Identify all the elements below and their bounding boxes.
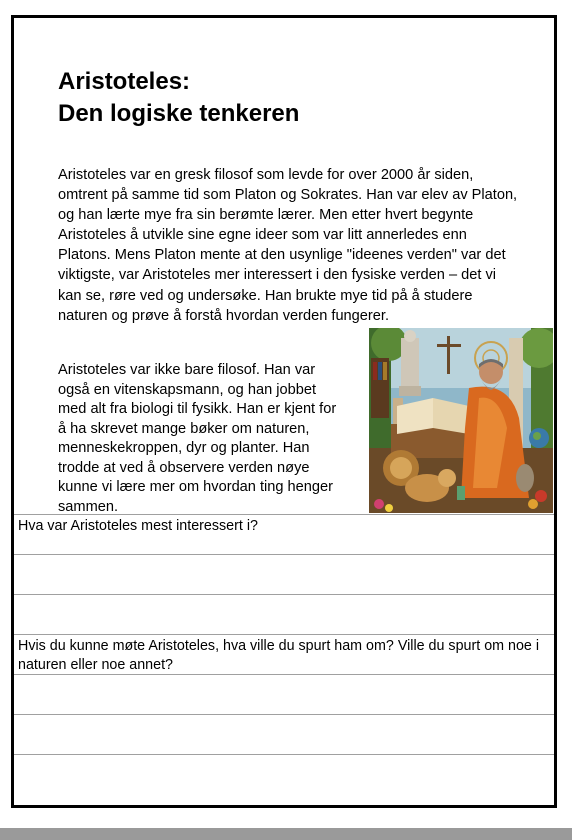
answer-line[interactable]: [14, 634, 554, 635]
answer-line[interactable]: [14, 714, 554, 715]
answer-line[interactable]: [14, 674, 554, 675]
paragraph-2: Aristoteles var ikke bare filosof. Han var også en vitenskapsmann, og han jobbet med alt fra biologi til fysikk. Han er kjent for å ha skrevet mange bøker om naturen, menneskekroppen, dyr og planter. Han trodde at ved å observere verden nøye kunne vi lære mer om hvordan ting henger sammen.: [58, 362, 337, 515]
title-line-1: Aristoteles:: [58, 68, 191, 95]
title-line-2: Den logiske tenkeren: [58, 100, 300, 127]
question-1: Hva var Aristoteles mest interessert i?: [18, 518, 258, 534]
answer-line[interactable]: [14, 554, 554, 555]
question-1-top-rule: [14, 514, 554, 515]
aristotle-illustration: [369, 328, 553, 513]
worksheet-frame: [11, 15, 557, 808]
viewer-bottom-bar: [0, 828, 572, 840]
answer-line[interactable]: [14, 754, 554, 755]
paragraph-1: Aristoteles var en gresk filosof som levde for over 2000 år siden, omtrent på samme tid som Platon og Sokrates. Han var elev av Platon, og han lærte mye fra sin berømte lærer. Men etter hvert begynte Aristoteles å utvikle sine egne ideer som var litt annerledes enn Platons. Mens Platon mente at den usynlige "ideenes verden" var det viktigste, var Aristoteles mer interessert i den fysiske verden – det vi kan se, røre ved og undersøke. Han brukte mye tid på å studere naturen og prøve å forstå hvordan verden fungerer.: [58, 167, 518, 324]
page-title: [58, 66, 299, 130]
answer-line[interactable]: [14, 594, 554, 595]
question-2: Hvis du kunne møte Aristoteles, hva ville du spurt ham om? Ville du spurt om noe i naturen eller noe annet?: [18, 638, 540, 673]
